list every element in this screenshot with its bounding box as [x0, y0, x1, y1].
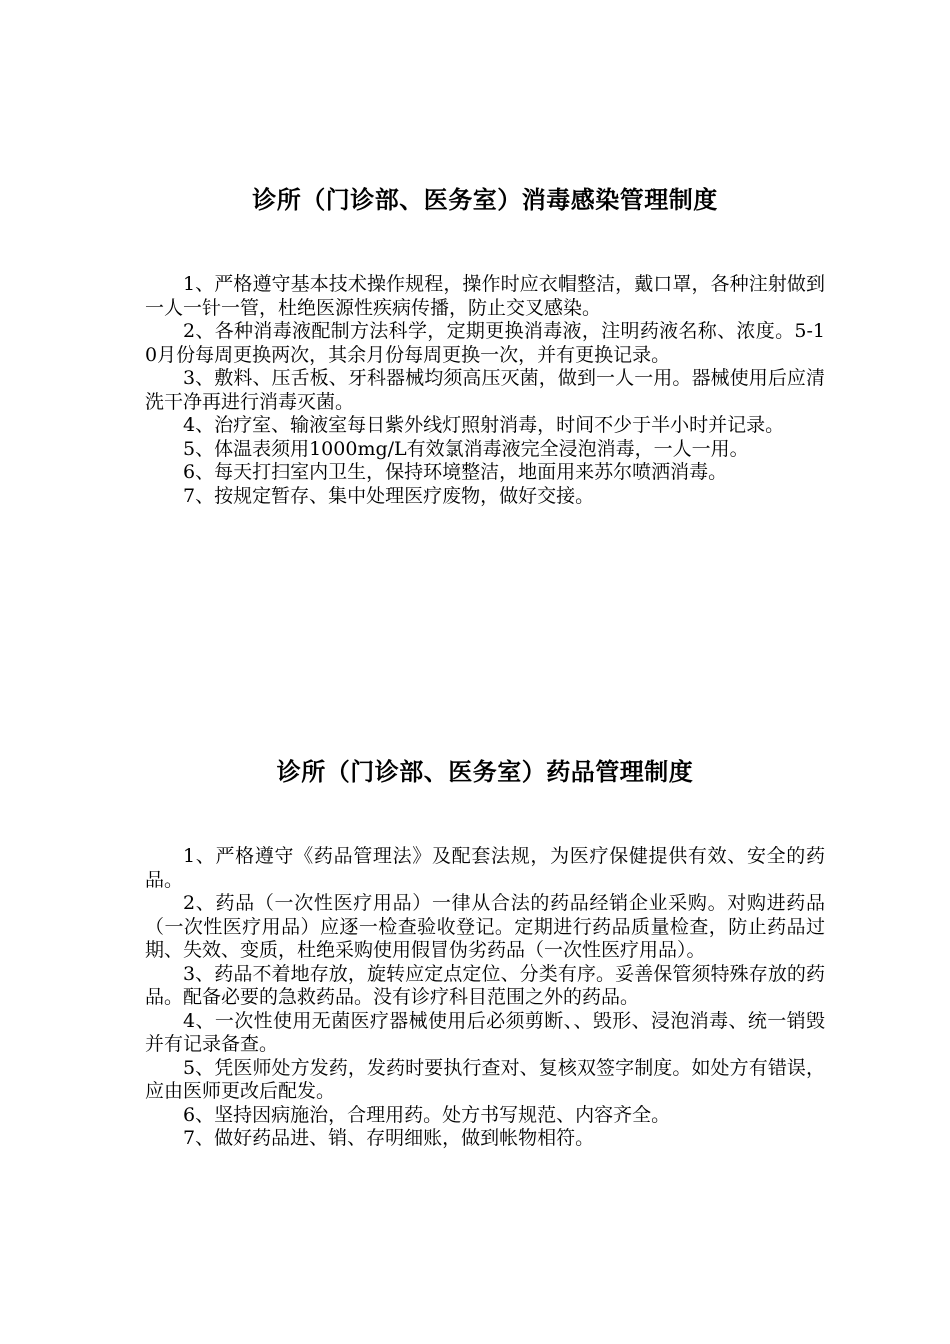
disinfection-rule-6: 6、每天打扫室内卫生，保持环境整洁，地面用来苏尔喷洒消毒。 [183, 461, 728, 483]
disinfection-rule-1: 1、严格遵守基本技术操作规程，操作时应衣帽整洁，戴口罩，各种注射做到一人一针一管，杜绝医源性疾病传播，防止交叉感染。 [145, 273, 825, 319]
drug-policy-section [145, 755, 825, 1151]
drug-rule-7: 7、做好药品进、销、存明细账，做到帐物相符。 [183, 1127, 595, 1149]
disinfection-rule-7: 7、按规定暂存、集中处理医疗废物，做好交接。 [183, 484, 595, 507]
drug-rule-2: 2、药品（一次性医疗用品）一律从合法的药品经销企业采购。对购进药品（一次性医疗用品）应逐一检查验收登记。定期进行药品质量检查，防止药品过期、失效、变质，杜绝采购使用假冒伪劣药品（一次性医疗用品）。 [145, 892, 825, 961]
drug-rule-3: 3、药品不着地存放，旋转应定点定位、分类有序。妥善保管须特殊存放的药品。配备必要的急救药品。没有诊疗科目范围之外的药品。 [145, 962, 825, 1008]
disinfection-rule-5: 5、体温表须用1000mg/L有效氯消毒液完全浸泡消毒，一人一用。 [183, 437, 749, 460]
drug-rule-6: 6、坚持因病施治，合理用药。处方书写规范、内容齐全。 [183, 1103, 671, 1126]
drug-rule-4: 4、一次性使用无菌医疗器械使用后必须剪断、、毁形、浸泡消毒、统一销毁并有记录备查。 [145, 1009, 825, 1055]
drug-policy-title: 诊所（门诊部、医务室）药品管理制度 [276, 757, 694, 786]
disinfection-policy-section [145, 183, 825, 508]
drug-rule-5: 5、凭医师处方发药，发药时要执行查对、复核双签字制度。如处方有错误，应由医师更改后配发。 [145, 1056, 825, 1102]
drug-rule-1: 1、严格遵守《药品管理法》及配套法规，为医疗保健提供有效、安全的药品。 [145, 845, 825, 891]
disinfection-rule-4: 4、治疗室、输液室每日紫外线灯照射消毒，时间不少于半小时并记录。 [183, 414, 785, 436]
disinfection-policy-rules [145, 273, 825, 508]
disinfection-rule-3: 3、敷料、压舌板、牙科器械均须高压灭菌，做到一人一用。器械使用后应清洗干净再进行消毒灭菌。 [145, 367, 825, 413]
drug-policy-rules [145, 845, 825, 1151]
disinfection-policy-title: 诊所（门诊部、医务室）消毒感染管理制度 [252, 185, 718, 214]
disinfection-rule-2: 2、各种消毒液配制方法科学，定期更换消毒液，注明药液名称、浓度。5-10月份每周更换两次，其余月份每周更换一次，并有更换记录。 [145, 320, 825, 366]
